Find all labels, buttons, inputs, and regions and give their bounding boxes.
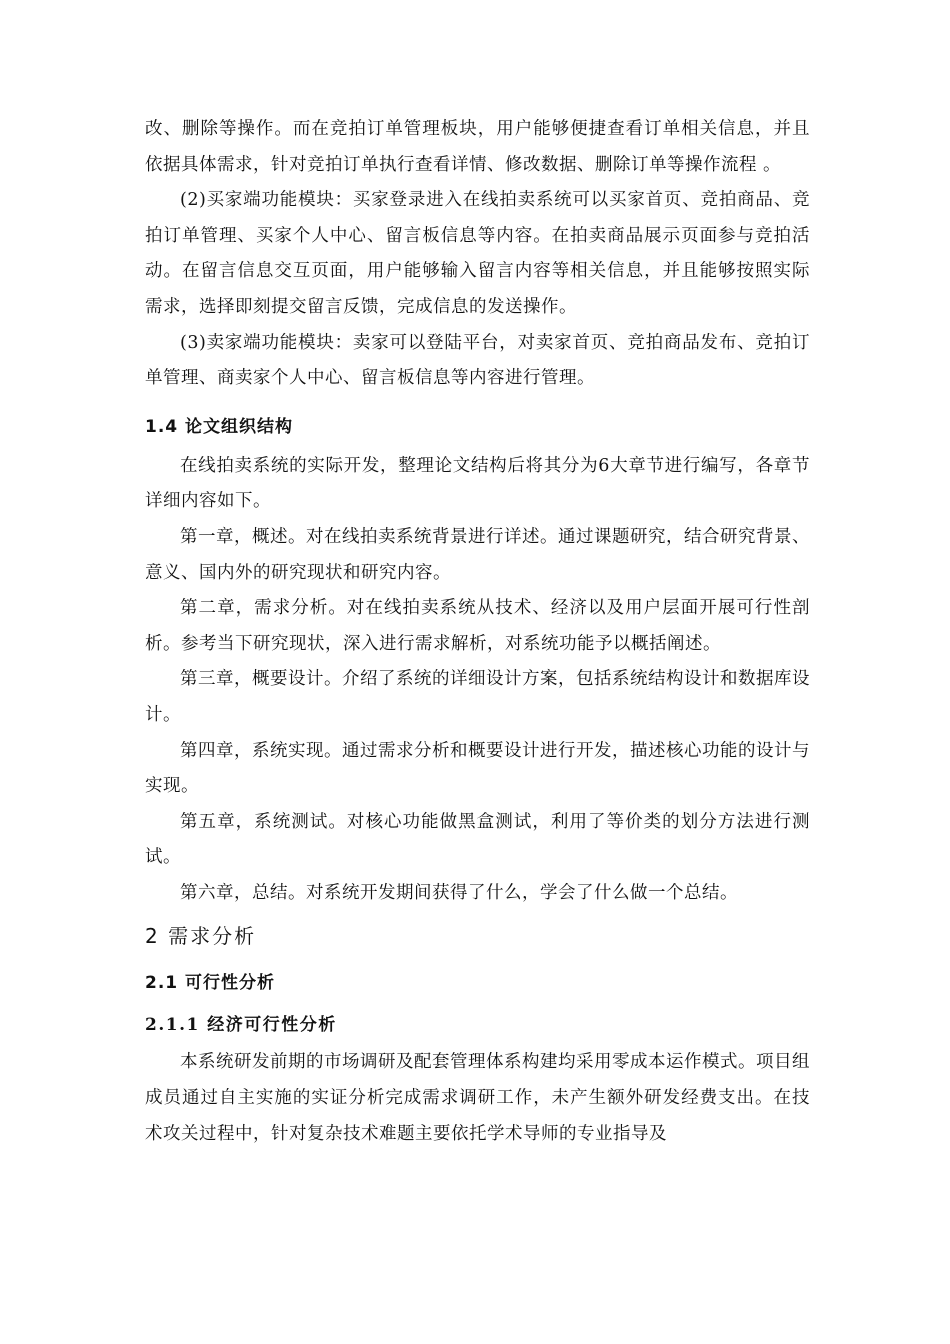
body-paragraph: 第五章，系统测试。对核心功能做黑盒测试，利用了等价类的划分方法进行测试。 [145, 811, 810, 868]
body-paragraph: 本系统研发前期的市场调研及配套管理体系构建均采用零成本运作模式。项目组成员通过自主实施的实证分析完成需求调研工作，未产生额外研发经费支出。在技术攻关过程中，针对复杂技术难题主要依托学术导师的专业指导及 [145, 1052, 810, 1144]
chapter-heading-2: 2 需求分析 [145, 924, 257, 949]
section-heading-2-1: 2.1 可行性分析 [145, 973, 276, 994]
body-paragraph: 改、删除等操作。而在竞拍订单管理板块，用户能够便捷查看订单相关信息，并且依据具体需求，针对竞拍订单执行查看详情、修改数据、删除订单等操作流程 。 [145, 119, 810, 175]
subsection-heading-2-1-1: 2.1.1 经济可行性分析 [145, 1015, 337, 1036]
body-paragraph: (2)买家端功能模块：买家登录进入在线拍卖系统可以买家首页、竞拍商品、竞拍订单管理、买家个人中心、留言板信息等内容。在拍卖商品展示页面参与竞拍活动。在留言信息交互页面，用户能够输入留言内容等相关信息，并且能够按照实际需求，选择即刻提交留言反馈，完成信息的发送操作。 [145, 190, 810, 317]
body-paragraph: 第一章，概述。对在线拍卖系统背景进行详述。通过课题研究，结合研究背景、意义、国内外的研究现状和研究内容。 [145, 526, 810, 583]
body-paragraph: 在线拍卖系统的实际开发，整理论文结构后将其分为6大章节进行编写，各章节详细内容如下。 [145, 455, 810, 512]
body-paragraph: 第六章，总结。对系统开发期间获得了什么，学会了什么做一个总结。 [180, 882, 738, 903]
body-paragraph: 第四章，系统实现。通过需求分析和概要设计进行开发，描述核心功能的设计与实现。 [145, 740, 810, 797]
body-paragraph: 第三章，概要设计。介绍了系统的详细设计方案，包括系统结构设计和数据库设计。 [145, 669, 810, 725]
body-paragraph: 第二章，需求分析。对在线拍卖系统从技术、经济以及用户层面开展可行性剖析。参考当下研究现状，深入进行需求解析，对系统功能予以概括阐述。 [145, 598, 810, 654]
document-page [145, 112, 810, 1152]
body-paragraph: (3)卖家端功能模块：卖家可以登陆平台，对卖家首页、竞拍商品发布、竞拍订单管理、商卖家个人中心、留言板信息等内容进行管理。 [145, 332, 810, 389]
section-heading-1-4: 1.4 论文组织结构 [145, 416, 294, 437]
